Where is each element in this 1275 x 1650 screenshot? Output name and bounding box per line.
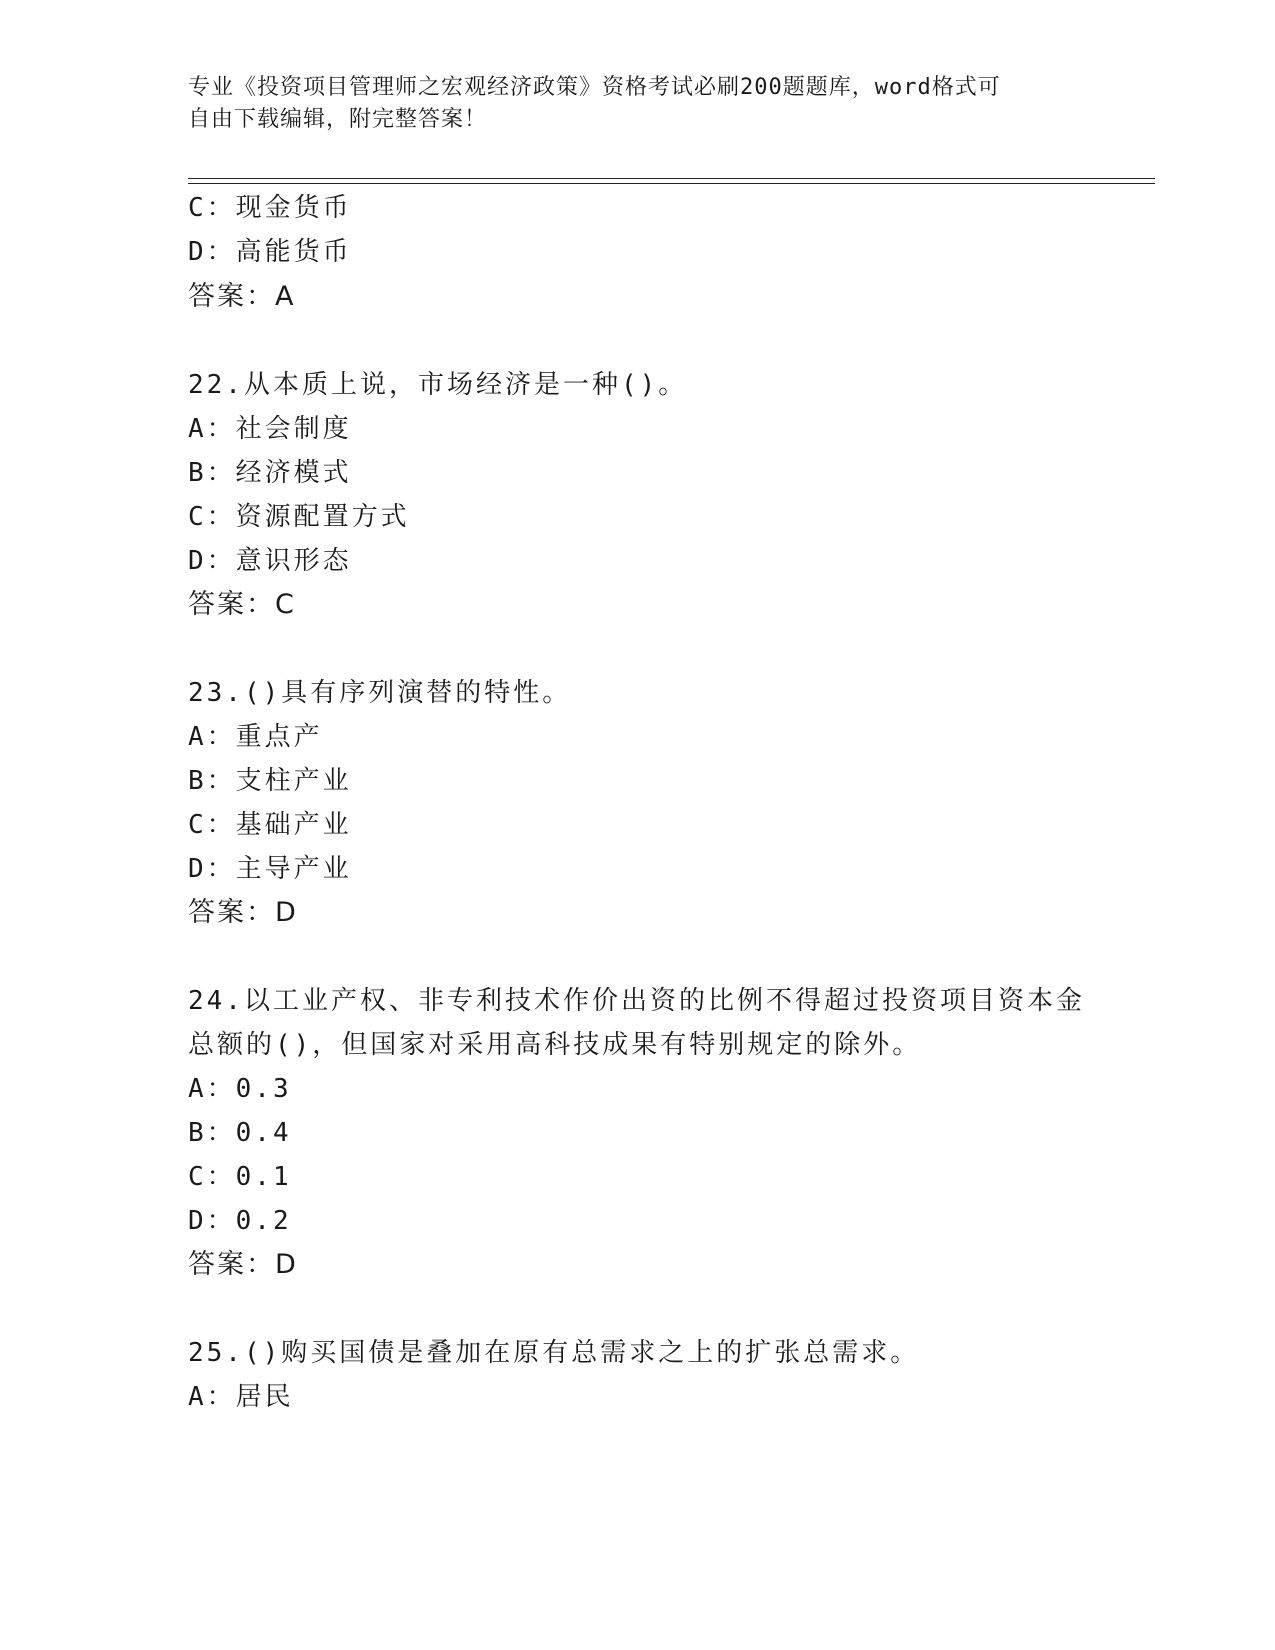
q23-option-a: A：重点产	[188, 722, 323, 752]
q24-option-a: A：0.3	[188, 1074, 292, 1104]
q24-option-c: C：0.1	[188, 1162, 292, 1192]
q23-stem: 23.()具有序列演替的特性。	[188, 678, 572, 708]
prev-option-c: C：现金货币	[188, 193, 352, 223]
q23-option-b: B：支柱产业	[188, 766, 352, 796]
q22-answer: 答案：C	[188, 589, 296, 620]
q24-option-b: B：0.4	[188, 1118, 292, 1148]
q24-stem-line-2: 总额的()，但国家对采用高科技成果有特别规定的除外。	[188, 1030, 922, 1060]
prev-answer: 答案：A	[188, 281, 296, 312]
q23-option-c: C：基础产业	[188, 810, 352, 840]
q22-stem: 22.从本质上说，市场经济是一种()。	[188, 370, 688, 400]
q22-option-c: C：资源配置方式	[188, 502, 410, 532]
q25-stem: 25.()购买国债是叠加在原有总需求之上的扩张总需求。	[188, 1338, 920, 1368]
prev-option-d: D：高能货币	[188, 237, 352, 267]
q23-option-d: D：主导产业	[188, 854, 352, 884]
q22-option-b: B：经济模式	[188, 458, 352, 488]
header-divider-bottom	[188, 183, 1155, 184]
q23-answer: 答案：D	[188, 897, 298, 928]
header-divider-top	[188, 178, 1155, 179]
q22-option-a: A：社会制度	[188, 414, 352, 444]
document-header	[188, 72, 1088, 136]
q24-answer: 答案：D	[188, 1249, 298, 1280]
q24-option-d: D：0.2	[188, 1206, 292, 1236]
q24-stem-line-1: 24.以工业产权、非专利技术作价出资的比例不得超过投资项目资本金	[188, 986, 1085, 1016]
header-line-1: 专业《投资项目管理师之宏观经济政策》资格考试必刷200题题库，word格式可	[188, 75, 1001, 100]
q22-option-d: D：意识形态	[188, 546, 352, 576]
header-line-2: 自由下载编辑，附完整答案！	[188, 107, 488, 132]
q25-option-a: A：居民	[188, 1382, 294, 1412]
